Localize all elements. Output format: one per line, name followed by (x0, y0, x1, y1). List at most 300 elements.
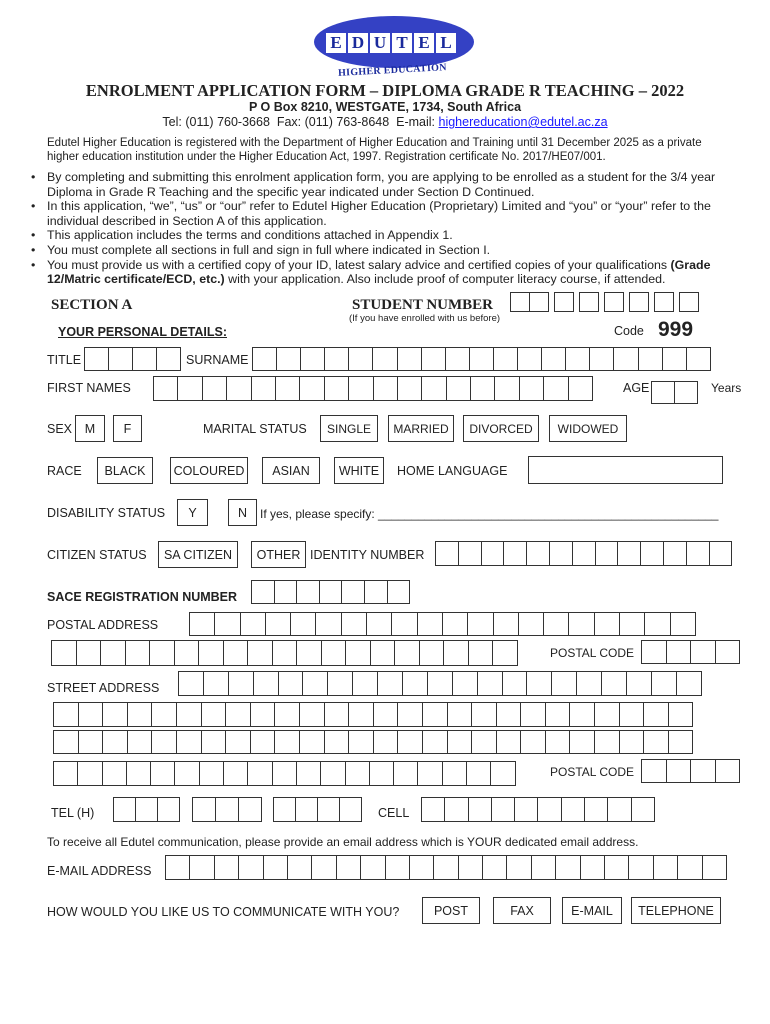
char-box[interactable] (225, 730, 251, 754)
char-box[interactable] (594, 730, 620, 754)
identity-number-boxes[interactable] (435, 541, 731, 566)
box[interactable] (579, 292, 599, 312)
char-box[interactable] (422, 702, 448, 727)
telephone-option[interactable]: TELEPHONE (631, 897, 721, 924)
char-box[interactable] (127, 702, 153, 727)
char-box[interactable] (341, 612, 367, 636)
char-box[interactable] (223, 640, 249, 666)
tel-h-boxes-3[interactable] (273, 797, 361, 822)
char-box[interactable] (677, 855, 702, 880)
char-box[interactable] (653, 855, 678, 880)
char-box[interactable] (290, 612, 316, 636)
disability-no-option[interactable]: N (228, 499, 257, 526)
char-box[interactable] (153, 376, 178, 401)
char-box[interactable] (466, 761, 491, 786)
char-box[interactable] (626, 671, 652, 696)
char-box[interactable] (189, 855, 214, 880)
char-box[interactable] (709, 541, 733, 566)
char-box[interactable] (348, 730, 374, 754)
char-box[interactable] (214, 855, 239, 880)
char-box[interactable] (302, 671, 328, 696)
char-box[interactable] (514, 797, 538, 822)
char-box[interactable] (352, 671, 378, 696)
char-box[interactable] (690, 759, 716, 783)
char-box[interactable] (397, 702, 423, 727)
char-box[interactable] (496, 702, 522, 727)
char-box[interactable] (569, 702, 595, 727)
first-names-boxes[interactable] (153, 376, 592, 401)
char-box[interactable] (108, 347, 133, 371)
char-box[interactable] (272, 761, 297, 786)
char-box[interactable] (263, 855, 288, 880)
char-box[interactable] (372, 347, 397, 371)
char-box[interactable] (458, 855, 483, 880)
email-option[interactable]: E-MAIL (562, 897, 622, 924)
char-box[interactable] (369, 761, 394, 786)
char-box[interactable] (421, 376, 446, 401)
char-box[interactable] (444, 797, 468, 822)
char-box[interactable] (666, 759, 692, 783)
char-box[interactable] (198, 640, 224, 666)
char-box[interactable] (278, 671, 304, 696)
white-option[interactable]: WHITE (334, 457, 384, 484)
char-box[interactable] (640, 541, 664, 566)
char-box[interactable] (631, 797, 655, 822)
char-box[interactable] (445, 347, 470, 371)
char-box[interactable] (319, 580, 343, 604)
char-box[interactable] (443, 640, 469, 666)
box[interactable] (554, 292, 574, 312)
char-box[interactable] (176, 702, 202, 727)
title-boxes[interactable] (84, 347, 180, 371)
email-address-boxes[interactable] (165, 855, 726, 880)
char-box[interactable] (617, 541, 641, 566)
char-box[interactable] (686, 541, 710, 566)
char-box[interactable] (78, 702, 104, 727)
char-box[interactable] (549, 541, 573, 566)
char-box[interactable] (132, 347, 157, 371)
postal-address-boxes-2[interactable] (51, 640, 517, 666)
char-box[interactable] (177, 376, 202, 401)
char-box[interactable] (638, 347, 663, 371)
disability-specify-line[interactable]: If yes, please specify: ___________________________________________________ (260, 507, 719, 521)
char-box[interactable] (397, 730, 423, 754)
char-box[interactable] (377, 671, 403, 696)
char-box[interactable] (397, 347, 422, 371)
char-box[interactable] (273, 797, 296, 822)
char-box[interactable] (215, 797, 239, 822)
char-box[interactable] (100, 640, 126, 666)
char-box[interactable] (531, 855, 556, 880)
home-language-field[interactable] (528, 456, 723, 484)
age-boxes[interactable] (651, 381, 697, 404)
char-box[interactable] (644, 612, 670, 636)
char-box[interactable] (543, 612, 569, 636)
char-box[interactable] (165, 855, 190, 880)
char-box[interactable] (149, 640, 175, 666)
char-box[interactable] (568, 612, 594, 636)
disability-status-label: DISABILITY STATUS (47, 506, 166, 520)
char-box[interactable] (668, 702, 694, 727)
char-box[interactable] (324, 376, 349, 401)
char-box[interactable] (565, 347, 590, 371)
char-box[interactable] (315, 612, 341, 636)
char-box[interactable] (78, 730, 104, 754)
box[interactable] (510, 292, 530, 312)
char-box[interactable] (327, 671, 353, 696)
char-box[interactable] (715, 640, 741, 664)
single-option[interactable]: SINGLE (320, 415, 378, 442)
char-box[interactable] (151, 730, 177, 754)
char-box[interactable] (662, 347, 687, 371)
tel-h-boxes-1[interactable] (113, 797, 179, 822)
sa-citizen-option[interactable]: SA CITIZEN (158, 541, 238, 568)
char-box[interactable] (442, 761, 467, 786)
char-box[interactable] (409, 855, 434, 880)
char-box[interactable] (668, 730, 694, 754)
char-box[interactable] (545, 702, 571, 727)
divorced-option[interactable]: DIVORCED (463, 415, 539, 442)
char-box[interactable] (53, 702, 79, 727)
black-option[interactable]: BLACK (97, 457, 153, 484)
char-box[interactable] (520, 702, 546, 727)
char-box[interactable] (613, 347, 638, 371)
char-box[interactable] (348, 702, 374, 727)
char-box[interactable] (419, 640, 445, 666)
char-box[interactable] (421, 797, 445, 822)
char-box[interactable] (135, 797, 158, 822)
street-address-boxes-4[interactable] (53, 761, 515, 786)
char-box[interactable] (76, 640, 102, 666)
char-box[interactable] (421, 347, 446, 371)
char-box[interactable] (53, 730, 79, 754)
char-box[interactable] (641, 640, 667, 664)
char-box[interactable] (468, 797, 492, 822)
char-box[interactable] (491, 797, 515, 822)
char-box[interactable] (619, 702, 645, 727)
char-box[interactable] (276, 347, 301, 371)
char-box[interactable] (446, 376, 471, 401)
char-box[interactable] (348, 347, 373, 371)
instruction-item: • In this application, “we”, “us” or “our” refer to Edutel Higher Education (Proprietary) Limited and “you” or “your” refer to the individual described in Section A of this application. (29, 199, 744, 228)
char-box[interactable] (178, 671, 204, 696)
box[interactable] (604, 292, 624, 312)
char-box[interactable] (468, 640, 494, 666)
student-number-boxes[interactable] (510, 292, 704, 312)
char-box[interactable] (417, 612, 443, 636)
char-box[interactable] (651, 381, 675, 404)
char-box[interactable] (482, 855, 507, 880)
char-box[interactable] (607, 797, 631, 822)
char-box[interactable] (604, 855, 629, 880)
char-box[interactable] (348, 376, 373, 401)
char-box[interactable] (690, 640, 716, 664)
sex-f-option[interactable]: F (113, 415, 142, 442)
box[interactable] (529, 292, 549, 312)
char-box[interactable] (663, 541, 687, 566)
char-box[interactable] (490, 761, 515, 786)
char-box[interactable] (422, 730, 448, 754)
surname-boxes[interactable] (252, 347, 710, 371)
char-box[interactable] (518, 612, 544, 636)
char-box[interactable] (250, 730, 276, 754)
char-box[interactable] (223, 761, 248, 786)
char-box[interactable] (364, 580, 388, 604)
char-box[interactable] (569, 730, 595, 754)
char-box[interactable] (545, 730, 571, 754)
char-box[interactable] (127, 730, 153, 754)
char-box[interactable] (345, 761, 370, 786)
char-box[interactable] (643, 702, 669, 727)
char-box[interactable] (572, 541, 596, 566)
char-box[interactable] (51, 640, 77, 666)
char-box[interactable] (299, 730, 325, 754)
char-box[interactable] (296, 761, 321, 786)
char-box[interactable] (373, 376, 398, 401)
char-box[interactable] (427, 671, 453, 696)
char-box[interactable] (576, 671, 602, 696)
marital-status-label: MARITAL STATUS (203, 422, 307, 436)
other-citizen-option[interactable]: OTHER (251, 541, 306, 568)
char-box[interactable] (228, 671, 254, 696)
postal-code-boxes[interactable] (641, 640, 739, 664)
married-option[interactable]: MARRIED (388, 415, 454, 442)
char-box[interactable] (643, 730, 669, 754)
char-box[interactable] (238, 855, 263, 880)
char-box[interactable] (666, 640, 692, 664)
char-box[interactable] (568, 376, 593, 401)
char-box[interactable] (715, 759, 741, 783)
char-box[interactable] (676, 671, 702, 696)
char-box[interactable] (417, 761, 442, 786)
char-box[interactable] (102, 730, 128, 754)
char-box[interactable] (402, 671, 428, 696)
street-address-boxes-2[interactable] (53, 702, 692, 727)
char-box[interactable] (373, 702, 399, 727)
char-box[interactable] (373, 730, 399, 754)
char-box[interactable] (584, 797, 608, 822)
char-box[interactable] (641, 759, 667, 783)
char-box[interactable] (339, 797, 362, 822)
char-box[interactable] (520, 730, 546, 754)
char-box[interactable] (250, 702, 276, 727)
street-address-boxes-1[interactable] (178, 671, 701, 696)
char-box[interactable] (594, 702, 620, 727)
char-box[interactable] (506, 855, 531, 880)
char-box[interactable] (202, 376, 227, 401)
char-box[interactable] (433, 855, 458, 880)
char-box[interactable] (470, 376, 495, 401)
char-box[interactable] (651, 671, 677, 696)
char-box[interactable] (551, 671, 577, 696)
instruction-text: You must provide us with a certified copy of your ID, latest salary advice and certified copies of your qualifications (47, 257, 671, 272)
char-box[interactable] (555, 855, 580, 880)
char-box[interactable] (157, 797, 180, 822)
char-box[interactable] (275, 376, 300, 401)
postal-address-boxes-1[interactable] (189, 612, 695, 636)
char-box[interactable] (477, 671, 503, 696)
char-box[interactable] (387, 580, 411, 604)
char-box[interactable] (192, 797, 216, 822)
email-link[interactable]: highereducation@edutel.ac.za (438, 115, 608, 129)
char-box[interactable] (247, 640, 273, 666)
char-box[interactable] (102, 702, 128, 727)
char-box[interactable] (447, 730, 473, 754)
char-box[interactable] (589, 347, 614, 371)
char-box[interactable] (502, 671, 528, 696)
char-box[interactable] (265, 612, 291, 636)
char-box[interactable] (385, 855, 410, 880)
char-box[interactable] (686, 347, 711, 371)
char-box[interactable] (156, 347, 181, 371)
char-box[interactable] (324, 347, 349, 371)
post-option[interactable]: POST (422, 897, 480, 924)
char-box[interactable] (226, 376, 251, 401)
char-box[interactable] (214, 612, 240, 636)
char-box[interactable] (595, 541, 619, 566)
sex-m-option[interactable]: M (75, 415, 105, 442)
char-box[interactable] (492, 640, 518, 666)
char-box[interactable] (238, 797, 262, 822)
char-box[interactable] (517, 347, 542, 371)
char-box[interactable] (324, 702, 350, 727)
char-box[interactable] (201, 702, 227, 727)
char-box[interactable] (151, 702, 177, 727)
char-box[interactable] (670, 612, 696, 636)
char-box[interactable] (274, 580, 298, 604)
char-box[interactable] (391, 612, 417, 636)
char-box[interactable] (493, 347, 518, 371)
char-box[interactable] (102, 761, 127, 786)
char-box[interactable] (300, 347, 325, 371)
box[interactable] (654, 292, 674, 312)
char-box[interactable] (467, 612, 493, 636)
char-box[interactable] (77, 761, 102, 786)
char-box[interactable] (201, 730, 227, 754)
char-box[interactable] (702, 855, 727, 880)
cell-boxes[interactable] (421, 797, 654, 822)
char-box[interactable] (199, 761, 224, 786)
char-box[interactable] (674, 381, 698, 404)
char-box[interactable] (537, 797, 561, 822)
char-box[interactable] (176, 730, 202, 754)
char-box[interactable] (543, 376, 568, 401)
char-box[interactable] (299, 702, 325, 727)
char-box[interactable] (580, 855, 605, 880)
char-box[interactable] (287, 855, 312, 880)
asian-option[interactable]: ASIAN (262, 457, 320, 484)
coloured-option[interactable]: COLOURED (170, 457, 248, 484)
char-box[interactable] (126, 761, 151, 786)
char-box[interactable] (366, 612, 392, 636)
char-box[interactable] (317, 797, 340, 822)
instruction-bold: (Grade 12/Matric certificate/ECD, etc.) (47, 257, 711, 287)
char-box[interactable] (435, 541, 459, 566)
char-box[interactable] (203, 671, 229, 696)
char-box[interactable] (295, 797, 318, 822)
char-box[interactable] (321, 640, 347, 666)
char-box[interactable] (452, 671, 478, 696)
char-box[interactable] (442, 612, 468, 636)
char-box[interactable] (397, 376, 422, 401)
box[interactable] (629, 292, 649, 312)
char-box[interactable] (150, 761, 175, 786)
fax-option[interactable]: FAX (493, 897, 551, 924)
char-box[interactable] (458, 541, 482, 566)
char-box[interactable] (526, 671, 552, 696)
char-box[interactable] (345, 640, 371, 666)
char-box[interactable] (496, 730, 522, 754)
char-box[interactable] (247, 761, 272, 786)
street-postal-code-label: POSTAL CODE (550, 765, 635, 779)
char-box[interactable] (360, 855, 385, 880)
char-box[interactable] (519, 376, 544, 401)
char-box[interactable] (619, 612, 645, 636)
char-box[interactable] (619, 730, 645, 754)
char-box[interactable] (503, 541, 527, 566)
char-box[interactable] (601, 671, 627, 696)
char-box[interactable] (393, 761, 418, 786)
street-postal-code-boxes[interactable] (641, 759, 739, 783)
char-box[interactable] (370, 640, 396, 666)
char-box[interactable] (274, 702, 300, 727)
char-box[interactable] (174, 640, 200, 666)
char-box[interactable] (561, 797, 585, 822)
char-box[interactable] (471, 702, 497, 727)
char-box[interactable] (628, 855, 653, 880)
sace-boxes[interactable] (251, 580, 409, 604)
char-box[interactable] (494, 376, 519, 401)
char-box[interactable] (113, 797, 136, 822)
widowed-option[interactable]: WIDOWED (549, 415, 627, 442)
char-box[interactable] (394, 640, 420, 666)
char-box[interactable] (272, 640, 298, 666)
tel-h-boxes-2[interactable] (192, 797, 261, 822)
char-box[interactable] (253, 671, 279, 696)
street-address-boxes-3[interactable] (53, 730, 692, 754)
char-box[interactable] (252, 347, 277, 371)
char-box[interactable] (481, 541, 505, 566)
disability-yes-option[interactable]: Y (177, 499, 208, 526)
char-box[interactable] (125, 640, 151, 666)
char-box[interactable] (594, 612, 620, 636)
char-box[interactable] (471, 730, 497, 754)
char-box[interactable] (311, 855, 336, 880)
char-box[interactable] (493, 612, 519, 636)
char-box[interactable] (240, 612, 266, 636)
char-box[interactable] (296, 580, 320, 604)
char-box[interactable] (225, 702, 251, 727)
char-box[interactable] (251, 376, 276, 401)
char-box[interactable] (336, 855, 361, 880)
char-box[interactable] (296, 640, 322, 666)
box[interactable] (679, 292, 699, 312)
char-box[interactable] (274, 730, 300, 754)
char-box[interactable] (324, 730, 350, 754)
char-box[interactable] (526, 541, 550, 566)
char-box[interactable] (320, 761, 345, 786)
char-box[interactable] (189, 612, 215, 636)
char-box[interactable] (299, 376, 324, 401)
char-box[interactable] (251, 580, 275, 604)
char-box[interactable] (174, 761, 199, 786)
char-box[interactable] (447, 702, 473, 727)
char-box[interactable] (84, 347, 109, 371)
char-box[interactable] (469, 347, 494, 371)
char-box[interactable] (541, 347, 566, 371)
char-box[interactable] (341, 580, 365, 604)
char-box[interactable] (53, 761, 78, 786)
